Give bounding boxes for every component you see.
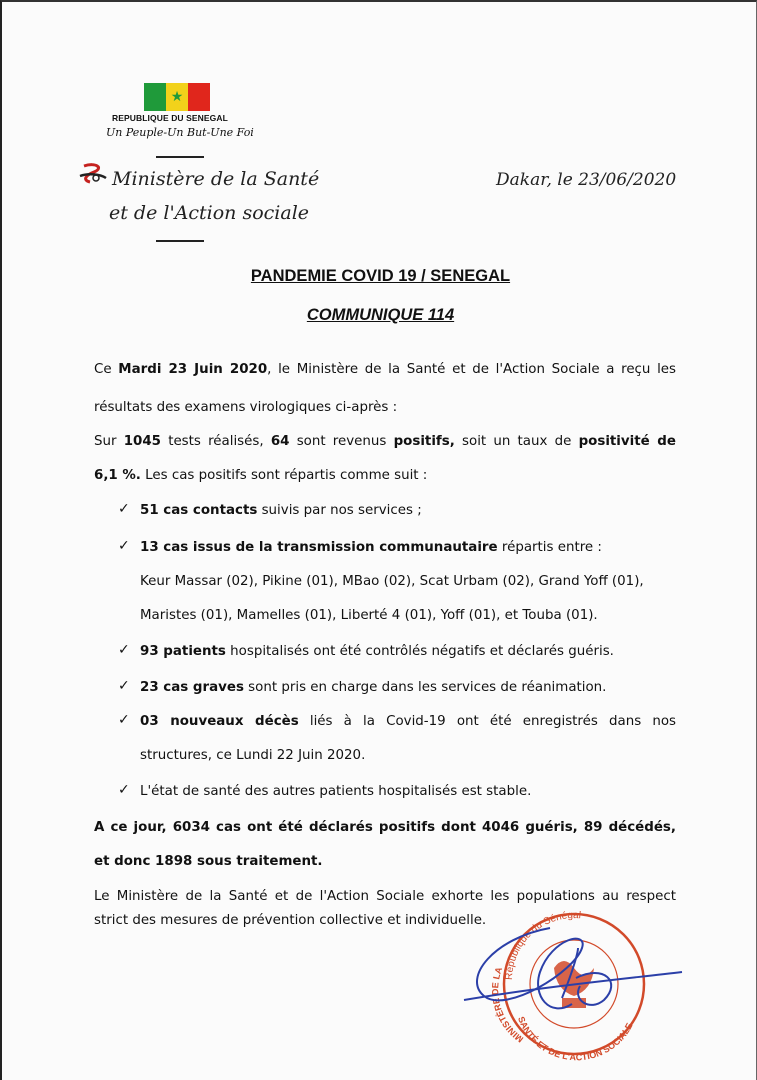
intro-line-2: résultats des examens virologiques ci-après : xyxy=(94,400,398,415)
ministry-divider xyxy=(156,240,204,242)
senegal-flag-icon xyxy=(144,83,210,111)
summary-line2: et donc 1898 sous traitement. xyxy=(94,854,323,869)
star-icon: ★ xyxy=(170,89,184,105)
check-icon: ✓ xyxy=(118,501,130,517)
national-motto: Un Peuple-Un But-Une Foi xyxy=(106,126,254,139)
check-icon: ✓ xyxy=(118,642,130,658)
check-icon: ✓ xyxy=(118,712,130,728)
stamp-arc-left: MINISTÈRE DE LA xyxy=(490,965,526,1045)
bullet-severe: 23 cas graves sont pris en charge dans les services de réanimation. xyxy=(140,680,607,695)
communique-number: COMMUNIQUE 114 xyxy=(306,306,455,324)
closing-line2: strict des mesures de prévention collective et individuelle. xyxy=(94,913,487,928)
bullet-deaths: 03 nouveaux décès liés à la Covid-19 ont été enregistrés dans nos xyxy=(140,714,676,729)
republic-label: REPUBLIQUE DU SENEGAL xyxy=(112,113,228,123)
ministry-name-line2: et de l'Action sociale xyxy=(109,202,310,224)
intro-line-1: Ce Mardi 23 Juin 2020, le Ministère de la Santé et de l'Action Sociale a reçu les xyxy=(94,362,676,377)
summary-line1: A ce jour, 6034 cas ont été déclarés positifs dont 4046 guéris, 89 décédés, xyxy=(94,820,676,835)
svg-text:SANTÉ ET DE L'ACTION SOCIALE xyxy=(516,1015,634,1062)
check-icon: ✓ xyxy=(118,782,130,798)
document-title: PANDEMIE COVID 19 / SENEGAL xyxy=(250,267,511,285)
ministry-logo-icon xyxy=(76,160,110,188)
bullet-deaths-line2: structures, ce Lundi 22 Juin 2020. xyxy=(140,748,366,763)
closing-line1: Le Ministère de la Santé et de l'Action Sociale exhorte les populations au respect xyxy=(94,889,676,904)
bullet-community: 13 cas issus de la transmission communautaire répartis entre : xyxy=(140,540,602,555)
community-locations-line2: Maristes (01), Mamelles (01), Liberté 4 (01), Yoff (01), et Touba (01). xyxy=(140,608,598,623)
bullet-recovered: 93 patients hospitalisés ont été contrôlés négatifs et déclarés guéris. xyxy=(140,644,614,659)
ministry-name-line1: Ministère de la Santé xyxy=(112,168,320,190)
official-stamp-icon xyxy=(454,908,684,1068)
stamp-arc-top: République du Sénégal xyxy=(503,909,582,981)
check-icon: ✓ xyxy=(118,678,130,694)
check-icon: ✓ xyxy=(118,538,130,554)
stamp-arc-bottom: SANTÉ ET DE L'ACTION SOCIALE xyxy=(516,1015,635,1063)
intro-line-4: 6,1 %. Les cas positifs sont répartis comme suit : xyxy=(94,468,428,483)
community-locations-line1: Keur Massar (02), Pikine (01), MBao (02), Scat Urbam (02), Grand Yoff (01), xyxy=(140,574,644,589)
header-divider xyxy=(156,156,204,158)
bullet-stable: L'état de santé des autres patients hospitalisés est stable. xyxy=(140,784,532,799)
intro-line-3: Sur 1045 tests réalisés, 64 sont revenus positifs, soit un taux de positivité de xyxy=(94,434,676,449)
bullet-contacts: 51 cas contacts suivis par nos services ; xyxy=(140,503,422,518)
document-date: Dakar, le 23/06/2020 xyxy=(496,170,677,190)
